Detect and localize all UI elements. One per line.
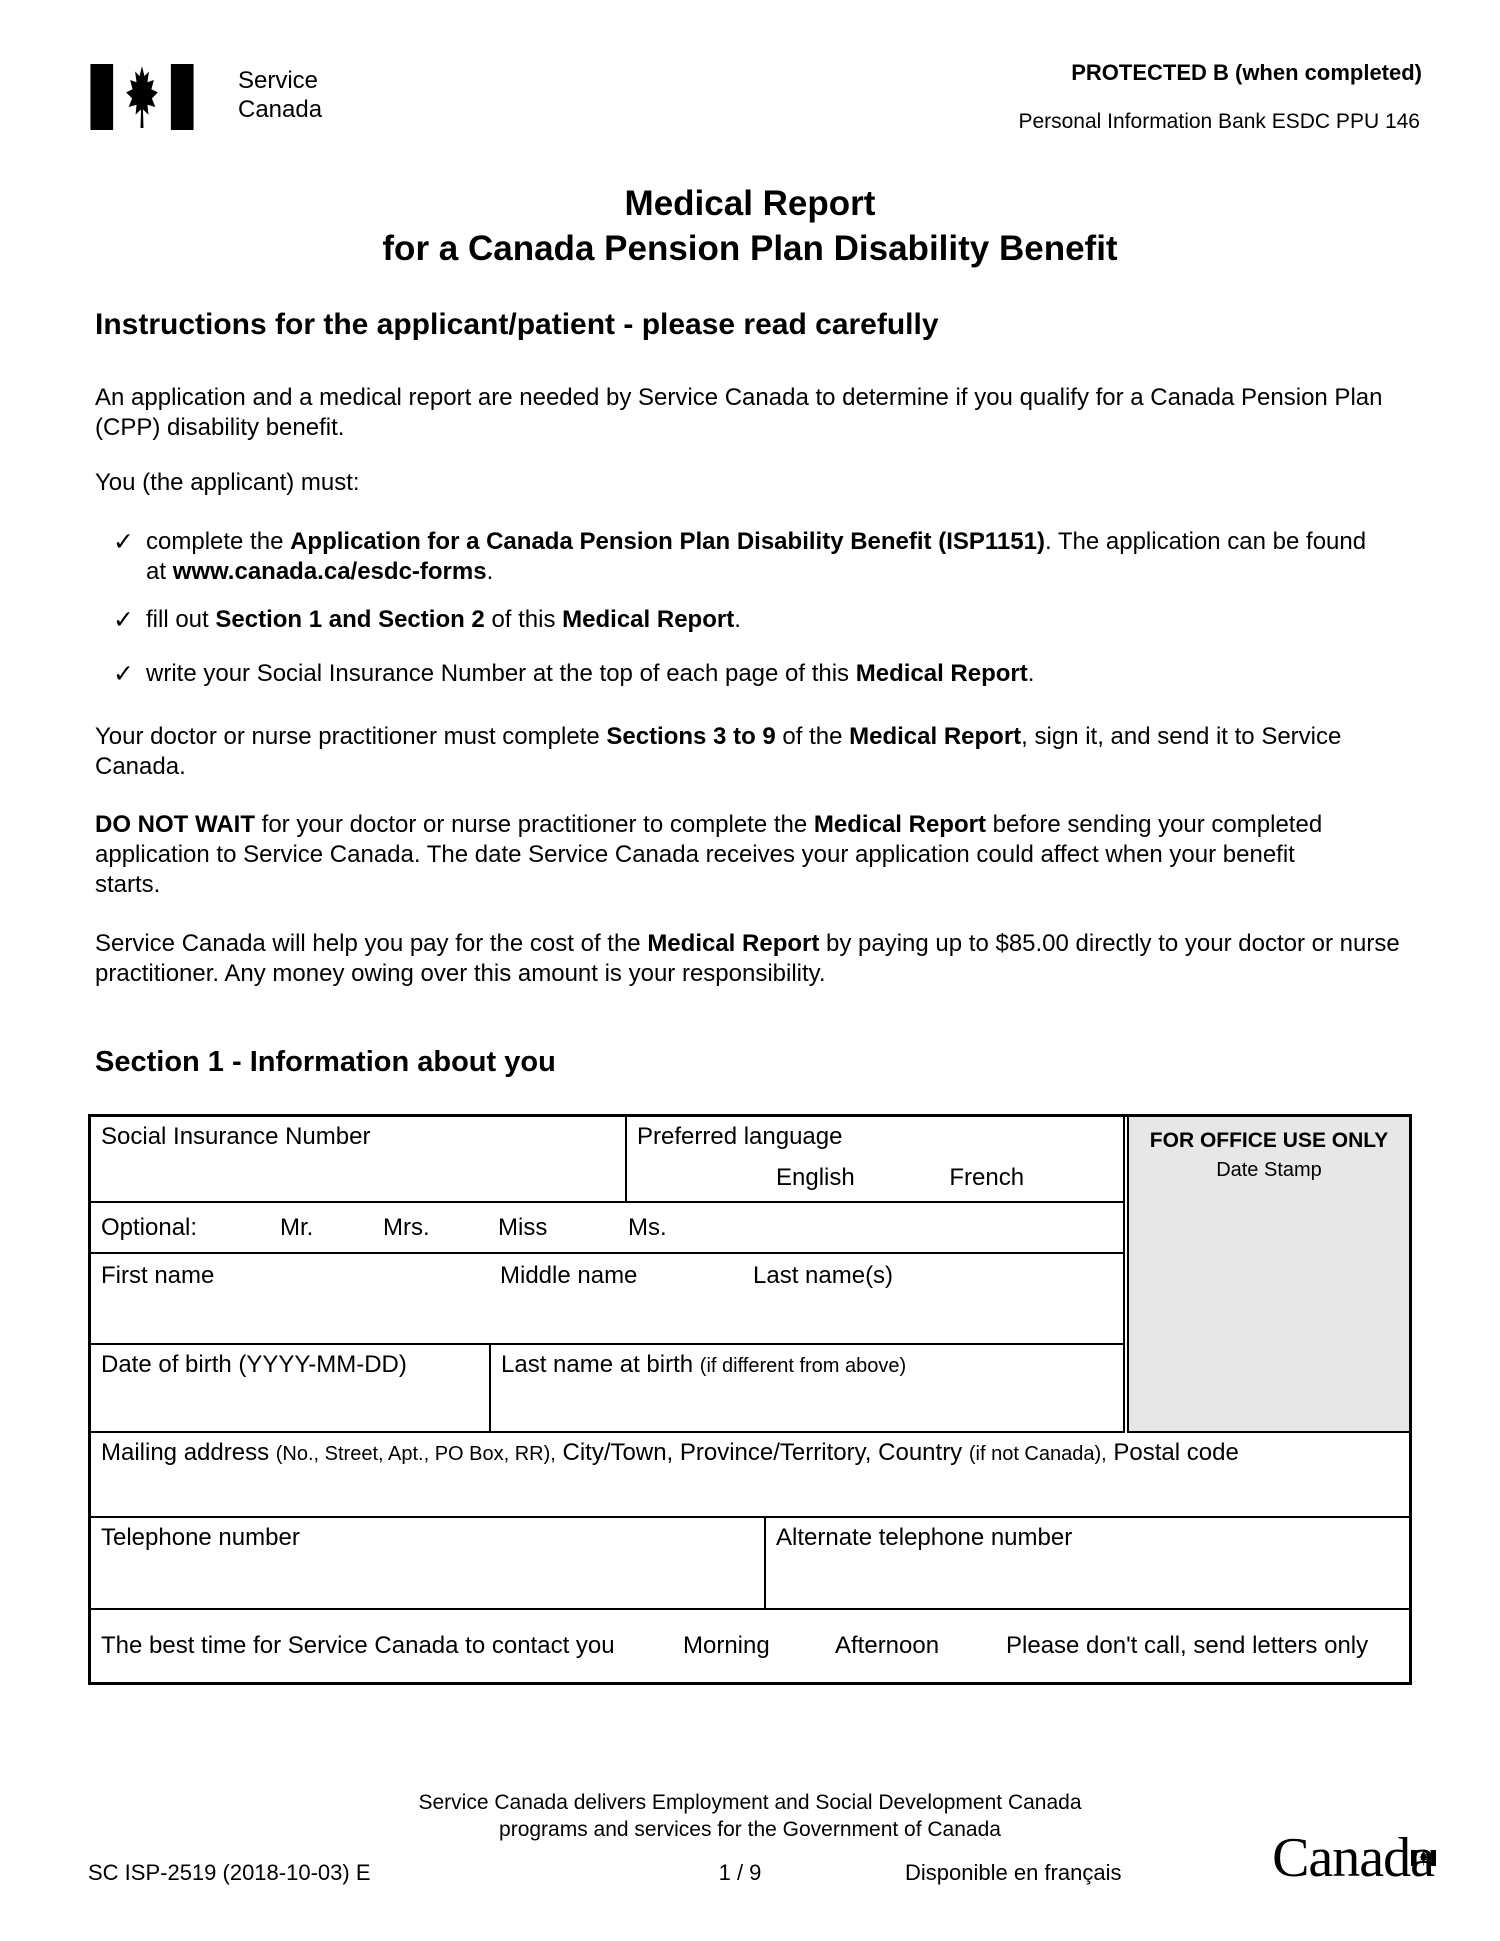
date-of-birth-label: Date of birth (YYYY-MM-DD) xyxy=(101,1351,407,1378)
best-time-row xyxy=(91,1610,1409,1682)
title-option-ms[interactable]: Ms. xyxy=(628,1213,667,1241)
title-line2: for a Canada Pension Plan Disability Benefit xyxy=(382,229,1118,268)
alternate-telephone-field[interactable] xyxy=(766,1518,1409,1608)
instructions-heading: Instructions for the applicant/patient - please read carefully xyxy=(95,308,939,341)
checkmark-icon: ✓ xyxy=(113,660,134,688)
language-options xyxy=(776,1164,1024,1192)
doctor-paragraph: Your doctor or nurse practitioner must complete Sections 3 to 9 of the Medical Report, sign it, and send it to Service Canada. xyxy=(95,723,1342,780)
checklist-item xyxy=(113,659,1376,689)
title-options-row xyxy=(91,1203,1125,1254)
telephone-field[interactable] xyxy=(91,1518,766,1608)
telephone-label: Telephone number xyxy=(101,1524,300,1551)
language-option-french[interactable]: French xyxy=(949,1164,1025,1191)
section1-table xyxy=(88,1114,1412,1685)
intro-paragraph: An application and a medical report are needed by Service Canada to determine if you qualify for a Canada Pension Plan (CPP) disability benefit. xyxy=(95,384,1383,441)
date-of-birth-field[interactable] xyxy=(91,1345,491,1431)
contact-option-afternoon[interactable]: Afternoon xyxy=(835,1632,940,1659)
checklist-item xyxy=(113,527,1376,587)
mailing-address-label: Mailing address (No., Street, Apt., PO Box, RR), City/Town, Province/Territory, Country (if not Canada), Postal code xyxy=(101,1439,1239,1466)
checkmark-icon: ✓ xyxy=(113,528,134,556)
payment-paragraph: Service Canada will help you pay for the cost of the Medical Report by paying up to $85.00 directly to your doctor or nurse practitioner. Any money owing over this amount is your responsibility. xyxy=(95,930,1400,987)
best-time-label: The best time for Service Canada to contact you xyxy=(101,1632,615,1659)
date-stamp-label: Date Stamp xyxy=(1216,1159,1322,1181)
last-name-at-birth-label: Last name at birth (if different from above) xyxy=(501,1351,907,1378)
checklist-item xyxy=(113,605,1376,635)
page-title xyxy=(0,181,1500,271)
title-option-mrs[interactable]: Mrs. xyxy=(383,1213,430,1241)
logo-line1: Service xyxy=(238,67,319,94)
title-option-mr[interactable]: Mr. xyxy=(280,1213,314,1241)
telephone-row xyxy=(91,1518,1409,1610)
contact-option-morning[interactable]: Morning xyxy=(683,1632,770,1659)
office-use-label: FOR OFFICE USE ONLY xyxy=(1149,1129,1389,1152)
sin-label: Social Insurance Number xyxy=(101,1123,371,1150)
mailing-address-cell xyxy=(91,1433,1409,1516)
title-line1: Medical Report xyxy=(624,184,876,223)
first-name-label: First name xyxy=(101,1262,215,1289)
applicant-must-text: You (the applicant) must: xyxy=(95,469,360,496)
optional-label: Optional: xyxy=(101,1213,198,1241)
title-option-miss[interactable]: Miss xyxy=(498,1213,548,1241)
section1-heading: Section 1 - Information about you xyxy=(95,1046,556,1078)
sin-language-row xyxy=(91,1117,1125,1203)
wordmark-text: Canad xyxy=(1272,1827,1411,1889)
canada-wordmark-flag-icon xyxy=(1411,1816,1436,1880)
page-number: 1 / 9 xyxy=(718,1860,762,1885)
checkmark-icon: ✓ xyxy=(113,606,134,634)
do-not-wait-paragraph: DO NOT WAIT for your doctor or nurse practitioner to complete the Medical Report before sending your completed application to Service Canada. The date Service Canada receives your application could affect when your benefit starts. xyxy=(95,811,1323,898)
checklist-item-text: write your Social Insurance Number at the top of each page of this Medical Report. xyxy=(146,660,1035,687)
alternate-telephone-label: Alternate telephone number xyxy=(776,1524,1073,1551)
mailing-address-field[interactable] xyxy=(91,1433,1409,1518)
footer-delivery-line1: Service Canada delivers Employment and Social Development Canada xyxy=(418,1791,1082,1814)
information-bank-label: Personal Information Bank ESDC PPU 146 xyxy=(1018,110,1420,133)
checklist-item-text: complete the Application for a Canada Pension Plan Disability Benefit (ISP1151). The application can be found at www.canada.ca/esdc-forms. xyxy=(146,528,1367,585)
name-fields-row[interactable] xyxy=(91,1254,1125,1345)
protected-b-label: PROTECTED B (when completed) xyxy=(1071,60,1422,85)
last-name-at-birth-field[interactable] xyxy=(491,1345,1123,1431)
last-name-label: Last name(s) xyxy=(753,1262,894,1289)
checklist-item-text: fill out Section 1 and Section 2 of this Medical Report. xyxy=(146,606,741,633)
canada-wordmark xyxy=(1272,1826,1434,1890)
logo-line2: Canada xyxy=(238,96,323,123)
birth-row xyxy=(91,1345,1125,1433)
footer-delivery-line2: programs and services for the Government of Canada xyxy=(499,1818,1001,1841)
preferred-language-field xyxy=(627,1117,1123,1201)
preferred-language-label: Preferred language xyxy=(637,1123,843,1150)
language-option-english[interactable]: English xyxy=(776,1164,855,1191)
middle-name-label: Middle name xyxy=(500,1262,638,1289)
form-number: SC ISP-2519 (2018-10-03) E xyxy=(88,1860,371,1885)
french-availability-label: Disponible en français xyxy=(905,1860,1122,1885)
contact-option-no-call[interactable]: Please don't call, send letters only xyxy=(1006,1632,1369,1659)
sin-field[interactable] xyxy=(91,1117,627,1201)
canada-flag-icon xyxy=(90,64,194,135)
office-use-box xyxy=(1127,1117,1409,1433)
service-canada-logo-text xyxy=(238,66,322,124)
